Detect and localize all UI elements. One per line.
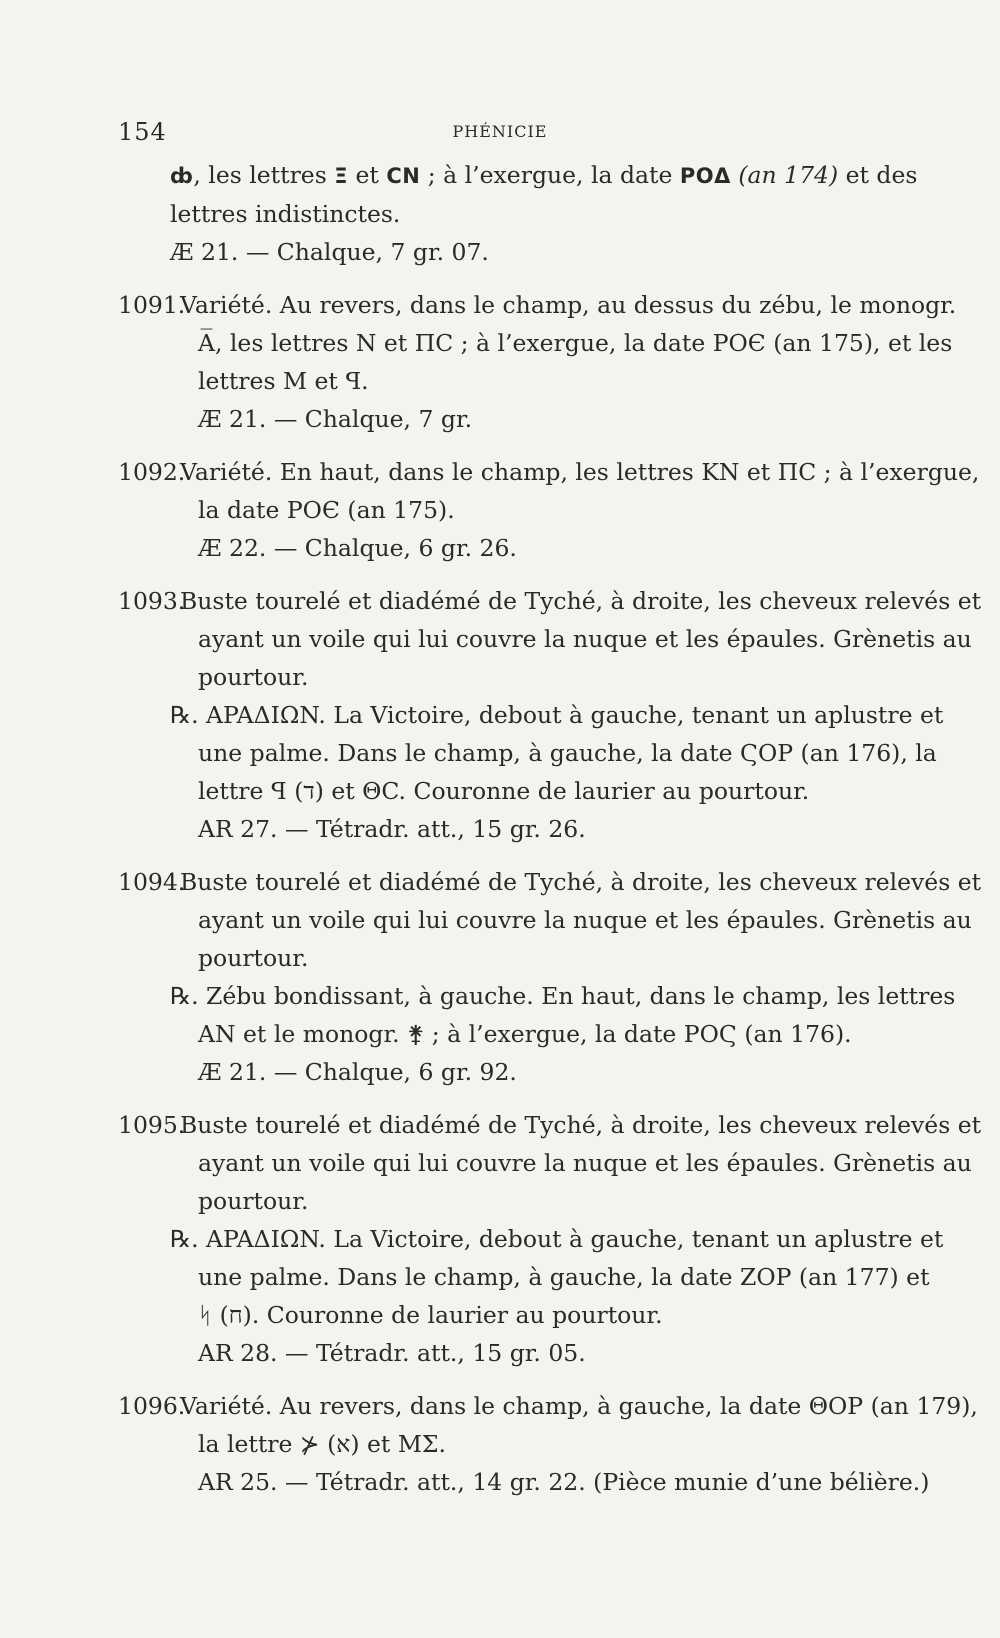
reverse-line: ℞. Zébu bondissant, à gauche. En haut, dans le champ, les lettres	[170, 982, 956, 1010]
metal-weight-line: Æ 21. — Chalque, 7 gr.	[198, 405, 473, 433]
greek-letters: CN	[386, 164, 421, 188]
catalogue-entry	[118, 1106, 982, 1372]
page-header	[0, 112, 1000, 152]
greek-date: POΔ	[679, 164, 731, 188]
catalogue-entry	[118, 453, 980, 567]
entry-line: Variété. En haut, dans le champ, les lettres KN et ΠC ; à l’exergue,	[180, 458, 980, 486]
entry-number: 1095.	[118, 1111, 186, 1139]
running-title: PHÉNICIE	[452, 122, 548, 141]
text-fragment: ; à l’exergue, la date	[420, 161, 680, 189]
reverse-line: AN et le monogr. ⚵ ; à l’exergue, la date POϚ (an 176).	[198, 1020, 852, 1048]
entry-line: lettres M et ꟼ.	[198, 367, 369, 395]
reverse-line: ℞. APAΔIΩN. La Victoire, debout à gauche, tenant un aplustre et	[170, 701, 944, 729]
metal-weight-line: Æ 21. — Chalque, 7 gr. 07.	[170, 238, 489, 266]
entry-continuation	[118, 156, 918, 271]
reverse-line: ℞. APAΔIΩN. La Victoire, debout à gauche, tenant un aplustre et	[170, 1225, 944, 1253]
continuation-line: lettres indistinctes.	[170, 200, 401, 228]
entry-line: ayant un voile qui lui couvre la nuque et les épaules. Grènetis au	[198, 906, 972, 934]
metal-weight-line: AR 28. — Tétradr. att., 15 gr. 05.	[198, 1339, 586, 1367]
page-number: 154	[118, 118, 167, 146]
greek-letters: Ξ	[334, 164, 349, 188]
metal-weight-line: Æ 21. — Chalque, 6 gr. 92.	[198, 1058, 517, 1086]
entry-number: 1091.	[118, 291, 186, 319]
catalogue-entry	[118, 286, 957, 438]
entry-number: 1096.	[118, 1392, 186, 1420]
monogram: ȸ	[170, 164, 194, 188]
reverse-line: lettre ꟼ (ד) et ΘC. Couronne de laurier au pourtour.	[198, 777, 810, 805]
continuation-line	[118, 156, 918, 195]
entry-line: la date POЄ (an 175).	[198, 496, 455, 524]
entry-line: pourtour.	[198, 663, 309, 691]
reverse-line: ᛋ (ח). Couronne de laurier au pourtour.	[198, 1301, 663, 1329]
entry-line: Variété. Au revers, dans le champ, au dessus du zébu, le monogr.	[180, 291, 957, 319]
catalogue-text	[118, 156, 982, 1501]
entry-line: pourtour.	[198, 944, 309, 972]
entry-line: la lettre ⊁ (א) et MΣ.	[198, 1430, 446, 1458]
entry-line: ayant un voile qui lui couvre la nuque et les épaules. Grènetis au	[198, 625, 972, 653]
text-fragment: et	[348, 161, 387, 189]
catalogue-entry	[118, 1387, 978, 1501]
metal-weight-line: AR 27. — Tétradr. att., 15 gr. 26.	[198, 815, 586, 843]
metal-weight-line: Æ 22. — Chalque, 6 gr. 26.	[198, 534, 517, 562]
metal-weight-line: AR 25. — Tétradr. att., 14 gr. 22. (Pièce munie d’une bélière.)	[198, 1468, 930, 1496]
text-fragment: et des	[838, 161, 918, 189]
catalogue-entry	[118, 863, 982, 1091]
year: (an 174)	[738, 161, 839, 189]
reverse-line: une palme. Dans le champ, à gauche, la date ϚOP (an 176), la	[198, 739, 937, 767]
entry-number: 1094.	[118, 868, 186, 896]
entry-line: pourtour.	[198, 1187, 309, 1215]
entry-line: Buste tourelé et diadémé de Tyché, à droite, les cheveux relevés et	[180, 868, 982, 896]
entry-line: Variété. Au revers, dans le champ, à gauche, la date ΘOP (an 179),	[180, 1392, 978, 1420]
entry-number: 1093.	[118, 587, 186, 615]
entry-line: Buste tourelé et diadémé de Tyché, à droite, les cheveux relevés et	[180, 1111, 982, 1139]
entry-line: ayant un voile qui lui couvre la nuque et les épaules. Grènetis au	[198, 1149, 972, 1177]
entry-number: 1092.	[118, 458, 186, 486]
entry-line: Buste tourelé et diadémé de Tyché, à droite, les cheveux relevés et	[180, 587, 982, 615]
catalogue-entry	[118, 582, 982, 848]
text-fragment: , les lettres	[193, 161, 335, 189]
entry-line: A̅, les lettres N et ΠC ; à l’exergue, la date POЄ (an 175), et les	[198, 329, 953, 357]
reverse-line: une palme. Dans le champ, à gauche, la date ZOP (an 177) et	[198, 1263, 930, 1291]
